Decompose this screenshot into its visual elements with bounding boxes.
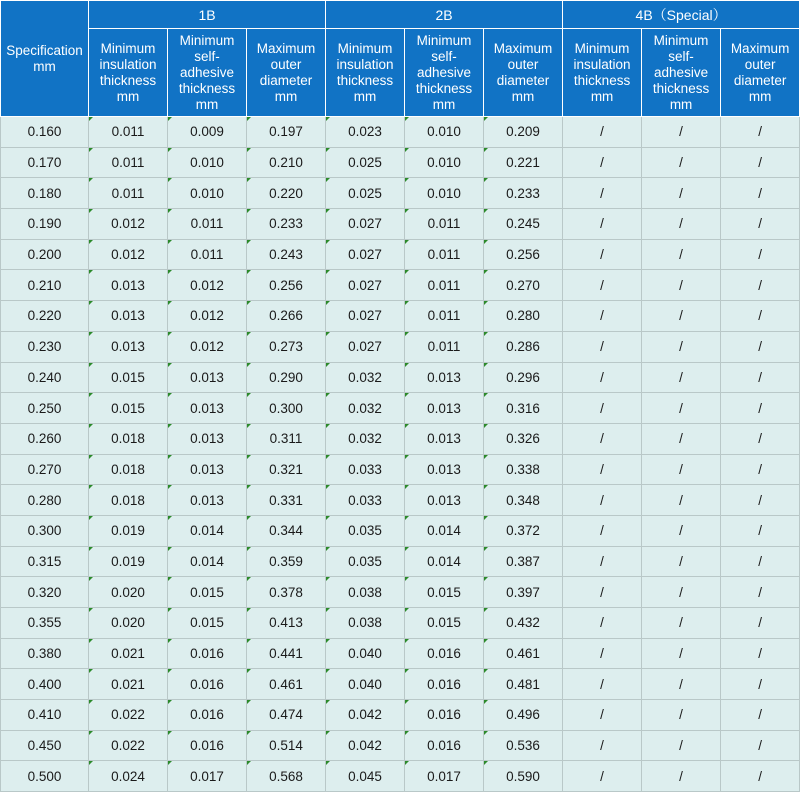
value-cell: / <box>563 423 642 454</box>
value-cell: 0.016 <box>405 638 484 669</box>
value-cell: 0.012 <box>89 209 168 240</box>
value-cell: 0.035 <box>326 546 405 577</box>
value-cell: 0.016 <box>405 700 484 731</box>
value-cell: 0.321 <box>247 454 326 485</box>
value-cell: 0.013 <box>168 423 247 454</box>
value-cell: / <box>642 178 721 209</box>
value-cell: 0.441 <box>247 638 326 669</box>
value-cell: 0.016 <box>168 730 247 761</box>
value-cell: 0.233 <box>484 178 563 209</box>
spec-cell: 0.210 <box>1 270 89 301</box>
value-cell: 0.331 <box>247 485 326 516</box>
value-cell: 0.209 <box>484 117 563 148</box>
value-cell: 0.011 <box>89 178 168 209</box>
value-cell: 0.033 <box>326 454 405 485</box>
value-cell: / <box>563 515 642 546</box>
table-row <box>1 393 800 424</box>
table-body <box>1 117 800 792</box>
value-cell: 0.045 <box>326 761 405 792</box>
value-cell: 0.014 <box>168 546 247 577</box>
value-cell: 0.011 <box>89 147 168 178</box>
spec-cell: 0.355 <box>1 608 89 639</box>
value-cell: / <box>563 761 642 792</box>
value-cell: 0.011 <box>405 270 484 301</box>
spec-cell: 0.190 <box>1 209 89 240</box>
value-cell: 0.013 <box>168 485 247 516</box>
table-header <box>1 1 800 117</box>
value-cell: 0.013 <box>168 393 247 424</box>
2b-min-insulation-header: Minimum insulation thickness mm <box>326 29 405 117</box>
value-cell: 0.010 <box>405 147 484 178</box>
spec-cell: 0.500 <box>1 761 89 792</box>
value-cell: 0.387 <box>484 546 563 577</box>
value-cell: / <box>642 485 721 516</box>
spec-cell: 0.315 <box>1 546 89 577</box>
value-cell: 0.027 <box>326 239 405 270</box>
value-cell: 0.013 <box>405 454 484 485</box>
value-cell: / <box>642 301 721 332</box>
value-cell: 0.011 <box>405 239 484 270</box>
value-cell: 0.013 <box>89 270 168 301</box>
spec-cell: 0.280 <box>1 485 89 516</box>
value-cell: 0.010 <box>405 117 484 148</box>
value-cell: 0.256 <box>484 239 563 270</box>
value-cell: / <box>721 331 800 362</box>
table-row <box>1 239 800 270</box>
spec-cell: 0.230 <box>1 331 89 362</box>
value-cell: 0.290 <box>247 362 326 393</box>
value-cell: / <box>642 147 721 178</box>
value-cell: 0.035 <box>326 515 405 546</box>
spec-cell: 0.270 <box>1 454 89 485</box>
value-cell: / <box>721 700 800 731</box>
value-cell: 0.013 <box>89 301 168 332</box>
value-cell: 0.012 <box>168 331 247 362</box>
value-cell: / <box>642 669 721 700</box>
value-cell: 0.233 <box>247 209 326 240</box>
value-cell: 0.016 <box>168 638 247 669</box>
value-cell: 0.038 <box>326 577 405 608</box>
table-row <box>1 608 800 639</box>
4b-max-outer-diameter-header: Maximum outer diameter mm <box>721 29 800 117</box>
value-cell: 0.015 <box>168 608 247 639</box>
value-cell: / <box>642 454 721 485</box>
table-row <box>1 423 800 454</box>
value-cell: 0.316 <box>484 393 563 424</box>
group-2b-header: 2B <box>326 1 563 29</box>
value-cell: 0.019 <box>89 546 168 577</box>
table-row <box>1 577 800 608</box>
value-cell: 0.040 <box>326 669 405 700</box>
value-cell: 0.014 <box>405 546 484 577</box>
1b-min-self-adhesive-header: Minimum self-adhesive thickness mm <box>168 29 247 117</box>
value-cell: / <box>563 301 642 332</box>
table-row <box>1 761 800 792</box>
value-cell: 0.372 <box>484 515 563 546</box>
table-row <box>1 301 800 332</box>
value-cell: 0.221 <box>484 147 563 178</box>
value-cell: 0.017 <box>168 761 247 792</box>
value-cell: / <box>642 209 721 240</box>
value-cell: / <box>642 331 721 362</box>
4b-min-self-adhesive-header: Minimum self-adhesive thickness mm <box>642 29 721 117</box>
value-cell: 0.266 <box>247 301 326 332</box>
value-cell: / <box>563 638 642 669</box>
table-row <box>1 485 800 516</box>
spec-cell: 0.320 <box>1 577 89 608</box>
value-cell: / <box>642 423 721 454</box>
value-cell: 0.311 <box>247 423 326 454</box>
table-row <box>1 178 800 209</box>
value-cell: / <box>721 270 800 301</box>
table-row <box>1 362 800 393</box>
value-cell: 0.014 <box>168 515 247 546</box>
group-header-row <box>1 1 800 29</box>
table-row <box>1 147 800 178</box>
sub-header-row <box>1 29 800 117</box>
table-row <box>1 454 800 485</box>
value-cell: / <box>563 393 642 424</box>
value-cell: 0.013 <box>405 362 484 393</box>
table-row <box>1 638 800 669</box>
value-cell: / <box>642 638 721 669</box>
value-cell: 0.042 <box>326 700 405 731</box>
2b-min-self-adhesive-header: Minimum self-adhesive thickness mm <box>405 29 484 117</box>
value-cell: 0.009 <box>168 117 247 148</box>
value-cell: 0.413 <box>247 608 326 639</box>
table-row <box>1 730 800 761</box>
value-cell: 0.021 <box>89 638 168 669</box>
value-cell: 0.015 <box>405 608 484 639</box>
value-cell: 0.010 <box>168 147 247 178</box>
value-cell: 0.326 <box>484 423 563 454</box>
value-cell: 0.024 <box>89 761 168 792</box>
spec-cell: 0.180 <box>1 178 89 209</box>
spec-cell: 0.410 <box>1 700 89 731</box>
value-cell: 0.243 <box>247 239 326 270</box>
value-cell: / <box>642 608 721 639</box>
1b-min-insulation-header: Minimum insulation thickness mm <box>89 29 168 117</box>
value-cell: 0.027 <box>326 331 405 362</box>
value-cell: 0.020 <box>89 608 168 639</box>
spec-cell: 0.160 <box>1 117 89 148</box>
value-cell: 0.033 <box>326 485 405 516</box>
value-cell: / <box>563 485 642 516</box>
value-cell: / <box>721 454 800 485</box>
group-4b-header: 4B（Special） <box>563 1 800 29</box>
value-cell: 0.481 <box>484 669 563 700</box>
spec-cell: 0.400 <box>1 669 89 700</box>
value-cell: / <box>721 178 800 209</box>
value-cell: / <box>563 454 642 485</box>
value-cell: 0.011 <box>405 301 484 332</box>
value-cell: 0.015 <box>168 577 247 608</box>
value-cell: 0.013 <box>89 331 168 362</box>
table-row <box>1 700 800 731</box>
value-cell: / <box>642 362 721 393</box>
spec-cell: 0.220 <box>1 301 89 332</box>
value-cell: / <box>721 239 800 270</box>
value-cell: 0.378 <box>247 577 326 608</box>
value-cell: / <box>642 393 721 424</box>
value-cell: / <box>563 270 642 301</box>
value-cell: / <box>563 147 642 178</box>
value-cell: 0.461 <box>484 638 563 669</box>
value-cell: / <box>642 515 721 546</box>
value-cell: 0.016 <box>405 669 484 700</box>
value-cell: / <box>642 270 721 301</box>
1b-max-outer-diameter-header: Maximum outer diameter mm <box>247 29 326 117</box>
value-cell: / <box>721 638 800 669</box>
value-cell: / <box>721 209 800 240</box>
value-cell: 0.015 <box>89 393 168 424</box>
value-cell: 0.220 <box>247 178 326 209</box>
value-cell: 0.040 <box>326 638 405 669</box>
value-cell: 0.020 <box>89 577 168 608</box>
value-cell: 0.348 <box>484 485 563 516</box>
value-cell: 0.011 <box>89 117 168 148</box>
value-cell: 0.256 <box>247 270 326 301</box>
table-row <box>1 209 800 240</box>
value-cell: 0.010 <box>405 178 484 209</box>
value-cell: 0.016 <box>168 700 247 731</box>
table-row <box>1 270 800 301</box>
value-cell: / <box>642 730 721 761</box>
value-cell: / <box>563 730 642 761</box>
value-cell: 0.280 <box>484 301 563 332</box>
value-cell: / <box>721 423 800 454</box>
value-cell: 0.300 <box>247 393 326 424</box>
spec-cell: 0.300 <box>1 515 89 546</box>
spec-cell: 0.380 <box>1 638 89 669</box>
value-cell: 0.013 <box>405 393 484 424</box>
value-cell: 0.012 <box>89 239 168 270</box>
value-cell: / <box>563 331 642 362</box>
value-cell: 0.514 <box>247 730 326 761</box>
table-row <box>1 669 800 700</box>
value-cell: 0.018 <box>89 485 168 516</box>
value-cell: 0.038 <box>326 608 405 639</box>
value-cell: / <box>721 147 800 178</box>
value-cell: / <box>721 546 800 577</box>
value-cell: 0.397 <box>484 577 563 608</box>
value-cell: 0.296 <box>484 362 563 393</box>
value-cell: / <box>721 577 800 608</box>
value-cell: 0.032 <box>326 423 405 454</box>
value-cell: / <box>721 117 800 148</box>
value-cell: 0.032 <box>326 362 405 393</box>
value-cell: / <box>721 515 800 546</box>
value-cell: 0.011 <box>405 331 484 362</box>
value-cell: 0.027 <box>326 209 405 240</box>
value-cell: 0.496 <box>484 700 563 731</box>
value-cell: / <box>721 669 800 700</box>
value-cell: 0.568 <box>247 761 326 792</box>
value-cell: / <box>563 362 642 393</box>
value-cell: / <box>721 393 800 424</box>
value-cell: / <box>642 700 721 731</box>
value-cell: 0.022 <box>89 700 168 731</box>
spec-cell: 0.260 <box>1 423 89 454</box>
spec-cell: 0.170 <box>1 147 89 178</box>
value-cell: 0.270 <box>484 270 563 301</box>
value-cell: 0.197 <box>247 117 326 148</box>
value-cell: 0.011 <box>168 239 247 270</box>
value-cell: / <box>721 362 800 393</box>
value-cell: / <box>563 117 642 148</box>
table-row <box>1 515 800 546</box>
value-cell: / <box>642 239 721 270</box>
value-cell: 0.245 <box>484 209 563 240</box>
value-cell: 0.012 <box>168 301 247 332</box>
table-row <box>1 546 800 577</box>
value-cell: 0.023 <box>326 117 405 148</box>
spec-cell: 0.240 <box>1 362 89 393</box>
value-cell: / <box>642 577 721 608</box>
spec-cell: 0.200 <box>1 239 89 270</box>
value-cell: 0.015 <box>89 362 168 393</box>
value-cell: 0.021 <box>89 669 168 700</box>
value-cell: 0.286 <box>484 331 563 362</box>
value-cell: / <box>563 209 642 240</box>
value-cell: / <box>563 178 642 209</box>
value-cell: 0.536 <box>484 730 563 761</box>
spec-header: Specification mm <box>1 1 89 117</box>
value-cell: / <box>642 546 721 577</box>
value-cell: 0.032 <box>326 393 405 424</box>
value-cell: 0.210 <box>247 147 326 178</box>
value-cell: / <box>721 608 800 639</box>
value-cell: / <box>721 730 800 761</box>
value-cell: 0.273 <box>247 331 326 362</box>
value-cell: 0.027 <box>326 270 405 301</box>
value-cell: 0.011 <box>168 209 247 240</box>
table-row <box>1 117 800 148</box>
value-cell: 0.013 <box>405 485 484 516</box>
value-cell: 0.022 <box>89 730 168 761</box>
2b-max-outer-diameter-header: Maximum outer diameter mm <box>484 29 563 117</box>
value-cell: 0.017 <box>405 761 484 792</box>
value-cell: / <box>642 117 721 148</box>
value-cell: 0.359 <box>247 546 326 577</box>
value-cell: 0.432 <box>484 608 563 639</box>
value-cell: 0.590 <box>484 761 563 792</box>
value-cell: 0.027 <box>326 301 405 332</box>
value-cell: / <box>563 546 642 577</box>
spec-cell: 0.250 <box>1 393 89 424</box>
spec-cell: 0.450 <box>1 730 89 761</box>
value-cell: 0.016 <box>168 669 247 700</box>
value-cell: 0.461 <box>247 669 326 700</box>
value-cell: / <box>721 485 800 516</box>
value-cell: 0.011 <box>405 209 484 240</box>
value-cell: 0.474 <box>247 700 326 731</box>
value-cell: / <box>563 608 642 639</box>
value-cell: / <box>563 669 642 700</box>
value-cell: 0.338 <box>484 454 563 485</box>
value-cell: 0.016 <box>405 730 484 761</box>
value-cell: / <box>563 577 642 608</box>
value-cell: / <box>721 301 800 332</box>
value-cell: 0.025 <box>326 178 405 209</box>
value-cell: 0.013 <box>168 362 247 393</box>
value-cell: 0.018 <box>89 423 168 454</box>
value-cell: 0.010 <box>168 178 247 209</box>
value-cell: / <box>563 700 642 731</box>
group-1b-header: 1B <box>89 1 326 29</box>
value-cell: 0.012 <box>168 270 247 301</box>
value-cell: 0.025 <box>326 147 405 178</box>
4b-min-insulation-header: Minimum insulation thickness mm <box>563 29 642 117</box>
value-cell: 0.019 <box>89 515 168 546</box>
value-cell: 0.018 <box>89 454 168 485</box>
table-row <box>1 331 800 362</box>
value-cell: 0.013 <box>405 423 484 454</box>
value-cell: 0.042 <box>326 730 405 761</box>
value-cell: / <box>563 239 642 270</box>
value-cell: / <box>721 761 800 792</box>
value-cell: 0.015 <box>405 577 484 608</box>
value-cell: 0.014 <box>405 515 484 546</box>
value-cell: 0.344 <box>247 515 326 546</box>
value-cell: 0.013 <box>168 454 247 485</box>
value-cell: / <box>642 761 721 792</box>
